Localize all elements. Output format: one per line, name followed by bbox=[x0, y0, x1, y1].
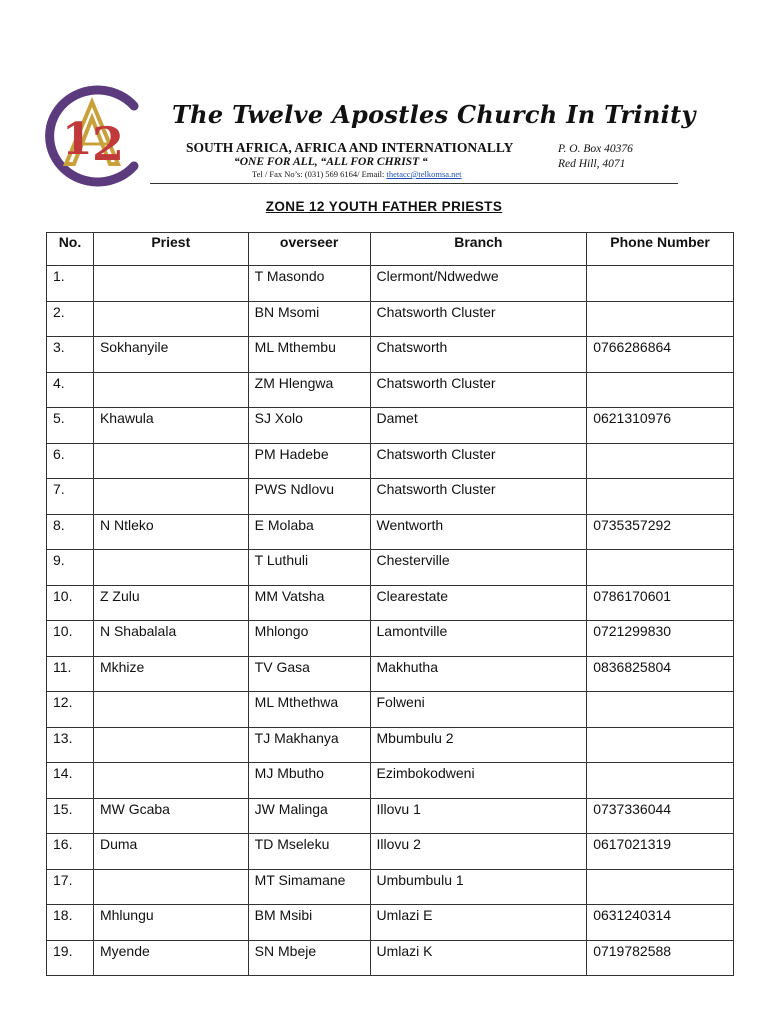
table-row bbox=[47, 940, 734, 976]
cell-no: 15. bbox=[47, 798, 94, 834]
church-subtitle: SOUTH AFRICA, AFRICA AND INTERNATIONALLY bbox=[186, 140, 514, 155]
cell-branch: Umlazi K bbox=[370, 940, 587, 976]
table-row bbox=[47, 372, 734, 408]
cell-overseer: T Masondo bbox=[248, 266, 370, 302]
table-row bbox=[47, 621, 734, 657]
cell-phone: 0719782588 bbox=[587, 940, 734, 976]
cell-phone: 0721299830 bbox=[587, 621, 734, 657]
cell-overseer: JW Malinga bbox=[248, 798, 370, 834]
table-row bbox=[47, 727, 734, 763]
cell-no: 4. bbox=[47, 372, 94, 408]
cell-branch: Chesterville bbox=[370, 550, 587, 586]
priests-table bbox=[46, 232, 734, 976]
column-header-phone: Phone Number bbox=[587, 233, 734, 266]
cell-phone: 0735357292 bbox=[587, 514, 734, 550]
table-row bbox=[47, 763, 734, 799]
cell-phone bbox=[587, 479, 734, 515]
table-header-row bbox=[47, 233, 734, 266]
cell-priest bbox=[93, 869, 248, 905]
table-row bbox=[47, 443, 734, 479]
cell-overseer: BM Msibi bbox=[248, 905, 370, 941]
cell-overseer: SN Mbeje bbox=[248, 940, 370, 976]
cell-branch: Chatsworth Cluster bbox=[370, 443, 587, 479]
cell-overseer: ML Mthethwa bbox=[248, 692, 370, 728]
table-row bbox=[47, 408, 734, 444]
cell-no: 1. bbox=[47, 266, 94, 302]
cell-phone bbox=[587, 869, 734, 905]
cell-priest: Sokhanyile bbox=[93, 337, 248, 373]
cell-branch: Clermont/Ndwedwe bbox=[370, 266, 587, 302]
contact-line bbox=[252, 169, 462, 179]
cell-branch: Makhutha bbox=[370, 656, 587, 692]
cell-branch: Chatsworth Cluster bbox=[370, 372, 587, 408]
table-row bbox=[47, 266, 734, 302]
table-row bbox=[47, 692, 734, 728]
cell-branch: Chatsworth Cluster bbox=[370, 479, 587, 515]
cell-overseer: ML Mthembu bbox=[248, 337, 370, 373]
cell-priest bbox=[93, 372, 248, 408]
cell-priest bbox=[93, 692, 248, 728]
cell-no: 13. bbox=[47, 727, 94, 763]
cell-overseer: MJ Mbutho bbox=[248, 763, 370, 799]
cell-priest bbox=[93, 727, 248, 763]
cell-phone: 0621310976 bbox=[587, 408, 734, 444]
cell-phone bbox=[587, 550, 734, 586]
cell-branch: Chatsworth Cluster bbox=[370, 301, 587, 337]
cell-branch: Ezimbokodweni bbox=[370, 763, 587, 799]
cell-no: 18. bbox=[47, 905, 94, 941]
cell-branch: Mbumbulu 2 bbox=[370, 727, 587, 763]
cell-phone bbox=[587, 727, 734, 763]
cell-no: 7. bbox=[47, 479, 94, 515]
cell-priest: N Ntleko bbox=[93, 514, 248, 550]
cell-phone: 0617021319 bbox=[587, 834, 734, 870]
cell-priest bbox=[93, 443, 248, 479]
table-row bbox=[47, 550, 734, 586]
cell-overseer: ZM Hlengwa bbox=[248, 372, 370, 408]
column-header-branch: Branch bbox=[370, 233, 587, 266]
cell-branch: Folweni bbox=[370, 692, 587, 728]
cell-overseer: TD Mseleku bbox=[248, 834, 370, 870]
church-title: The Twelve Apostles Church In Trinity bbox=[172, 100, 696, 129]
header-divider bbox=[150, 183, 678, 184]
cell-overseer: TV Gasa bbox=[248, 656, 370, 692]
table-row bbox=[47, 798, 734, 834]
cell-branch: Lamontville bbox=[370, 621, 587, 657]
table-row bbox=[47, 656, 734, 692]
cell-overseer: Mhlongo bbox=[248, 621, 370, 657]
cell-phone: 0737336044 bbox=[587, 798, 734, 834]
column-header-priest: Priest bbox=[93, 233, 248, 266]
cell-priest: Myende bbox=[93, 940, 248, 976]
cell-branch: Clearestate bbox=[370, 585, 587, 621]
cell-no: 10. bbox=[47, 585, 94, 621]
contact-prefix: Tel / Fax No’s: (031) 569 6164/ Email: bbox=[252, 169, 387, 179]
cell-no: 11. bbox=[47, 656, 94, 692]
cell-no: 9. bbox=[47, 550, 94, 586]
table-row bbox=[47, 337, 734, 373]
cell-priest bbox=[93, 266, 248, 302]
cell-no: 16. bbox=[47, 834, 94, 870]
cell-priest bbox=[93, 301, 248, 337]
cell-overseer: MM Vatsha bbox=[248, 585, 370, 621]
cell-priest: N Shabalala bbox=[93, 621, 248, 657]
svg-text:2: 2 bbox=[92, 117, 125, 171]
cell-overseer: PWS Ndlovu bbox=[248, 479, 370, 515]
cell-no: 19. bbox=[47, 940, 94, 976]
document-heading: ZONE 12 YOUTH FATHER PRIESTS bbox=[265, 199, 503, 214]
table-row bbox=[47, 585, 734, 621]
cell-priest: MW Gcaba bbox=[93, 798, 248, 834]
cell-priest bbox=[93, 479, 248, 515]
cell-no: 14. bbox=[47, 763, 94, 799]
cell-no: 5. bbox=[47, 408, 94, 444]
cell-overseer: T Luthuli bbox=[248, 550, 370, 586]
cell-no: 3. bbox=[47, 337, 94, 373]
cell-phone bbox=[587, 692, 734, 728]
table-row bbox=[47, 514, 734, 550]
church-logo bbox=[36, 84, 154, 188]
cell-priest: Mhlungu bbox=[93, 905, 248, 941]
cell-branch: Umlazi E bbox=[370, 905, 587, 941]
cell-no: 6. bbox=[47, 443, 94, 479]
cell-phone: 0836825804 bbox=[587, 656, 734, 692]
cell-overseer: MT Simamane bbox=[248, 869, 370, 905]
cell-phone bbox=[587, 763, 734, 799]
church-motto: “ONE FOR ALL, “ALL FOR CHRIST “ bbox=[234, 156, 428, 168]
cell-overseer: BN Msomi bbox=[248, 301, 370, 337]
cell-branch: Wentworth bbox=[370, 514, 587, 550]
cell-no: 10. bbox=[47, 621, 94, 657]
cell-priest: Mkhize bbox=[93, 656, 248, 692]
address-line: Red Hill, 4071 bbox=[558, 158, 626, 170]
cell-priest: Z Zulu bbox=[93, 585, 248, 621]
cell-phone bbox=[587, 266, 734, 302]
cell-phone bbox=[587, 443, 734, 479]
cell-priest: Duma bbox=[93, 834, 248, 870]
table-row bbox=[47, 301, 734, 337]
cell-phone: 0631240314 bbox=[587, 905, 734, 941]
svg-text:1: 1 bbox=[62, 114, 93, 165]
cell-no: 8. bbox=[47, 514, 94, 550]
table-row bbox=[47, 834, 734, 870]
cell-priest bbox=[93, 763, 248, 799]
postal-address bbox=[558, 142, 633, 172]
cell-branch: Illovu 2 bbox=[370, 834, 587, 870]
cell-phone bbox=[587, 301, 734, 337]
cell-no: 2. bbox=[47, 301, 94, 337]
cell-priest: Khawula bbox=[93, 408, 248, 444]
cell-overseer: SJ Xolo bbox=[248, 408, 370, 444]
po-box: P. O. Box 40376 bbox=[558, 143, 633, 155]
cell-branch: Damet bbox=[370, 408, 587, 444]
cell-no: 12. bbox=[47, 692, 94, 728]
email-link[interactable]: thetacc@telkomsa.net bbox=[386, 169, 462, 179]
table-row bbox=[47, 479, 734, 515]
column-header-overseer: overseer bbox=[248, 233, 370, 266]
cell-branch: Umbumbulu 1 bbox=[370, 869, 587, 905]
cell-phone bbox=[587, 372, 734, 408]
cell-overseer: TJ Makhanya bbox=[248, 727, 370, 763]
cell-branch: Chatsworth bbox=[370, 337, 587, 373]
cell-phone: 0786170601 bbox=[587, 585, 734, 621]
cell-phone: 0766286864 bbox=[587, 337, 734, 373]
cell-overseer: PM Hadebe bbox=[248, 443, 370, 479]
cell-branch: Illovu 1 bbox=[370, 798, 587, 834]
cell-overseer: E Molaba bbox=[248, 514, 370, 550]
table-row bbox=[47, 869, 734, 905]
cell-no: 17. bbox=[47, 869, 94, 905]
table-row bbox=[47, 905, 734, 941]
cell-priest bbox=[93, 550, 248, 586]
column-header-no: No. bbox=[47, 233, 94, 266]
